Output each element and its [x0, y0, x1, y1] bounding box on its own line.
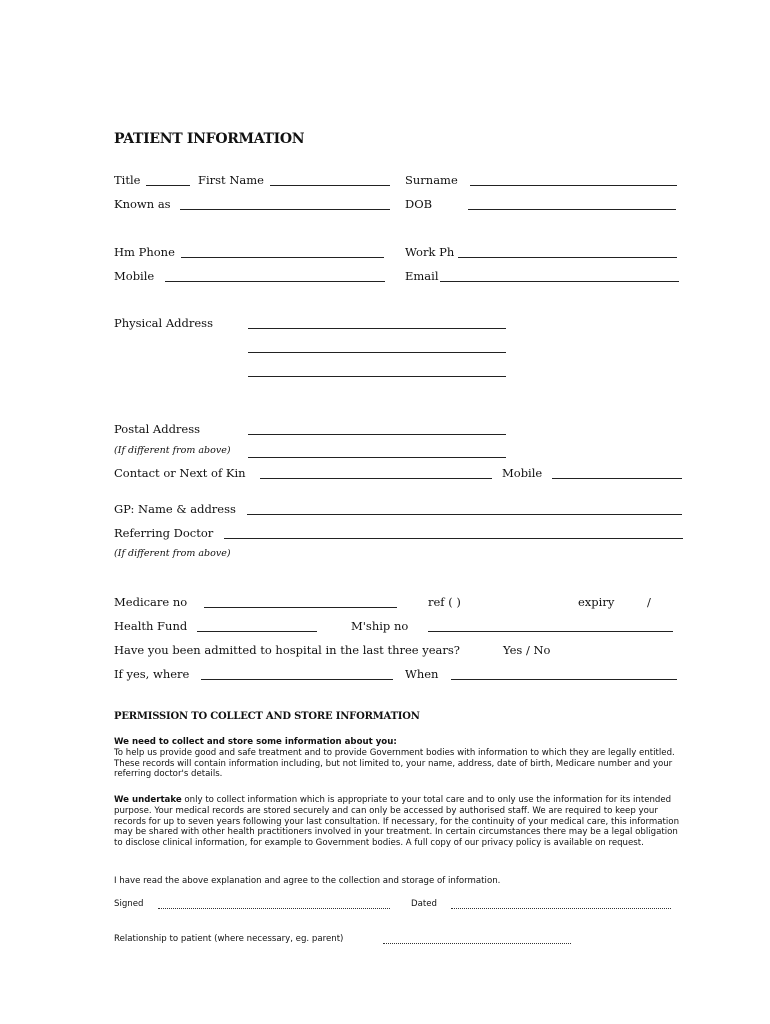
postal-address-note: (If different from above): [114, 445, 231, 456]
medicare-field[interactable]: [204, 607, 397, 608]
permission-p2-body: only to collect information which is appropriate to your total care and to only use the information for its intended purpose. Your medical records are stored securely and can only be accessed by authorised staff. We are required to keep your records for up to seven years following your last consultation. If necessary, for the continuity of your medical care, this information may be shared with other health practitioners involved in your treatment. In certain circumstances there may be a legal obligation to disclose clinical information, for example to Government bodies. A full copy of our privacy policy is available on request.: [114, 795, 680, 849]
mobile-field[interactable]: [165, 281, 385, 282]
if-yes-where-field[interactable]: [201, 679, 393, 680]
first-name-field[interactable]: [270, 185, 390, 186]
dated-field[interactable]: [451, 908, 671, 909]
title-field[interactable]: [146, 185, 190, 186]
medicare-expiry-slash: /: [647, 595, 651, 609]
yes-no-option[interactable]: Yes / No: [503, 643, 551, 657]
permission-heading: PERMISSION TO COLLECT AND STORE INFORMATION: [114, 711, 420, 722]
relationship-field[interactable]: [383, 943, 571, 944]
mship-field[interactable]: [428, 631, 673, 632]
signed-field[interactable]: [158, 908, 390, 909]
permission-p1-body: To help us provide good and safe treatment and to provide Government bodies with information to which they are legally entitled. These records will contain information including, but not limited to, your name, address, date of birth, Medicare number and your referring doctor's details.: [114, 747, 675, 780]
title-label: Title: [114, 173, 141, 187]
when-label: When: [405, 667, 439, 681]
medicare-label: Medicare no: [114, 595, 188, 609]
postal-address-line-2[interactable]: [248, 457, 506, 458]
known-as-label: Known as: [114, 197, 171, 211]
relationship-label: Relationship to patient (where necessary, eg. parent): [114, 934, 344, 944]
surname-field[interactable]: [470, 185, 677, 186]
medicare-ref-label: ref ( ): [428, 595, 461, 609]
postal-address-label: Postal Address: [114, 422, 201, 436]
referring-doctor-note: (If different from above): [114, 548, 231, 559]
contact-mobile-field[interactable]: [552, 478, 682, 479]
if-yes-where-label: If yes, where: [114, 667, 190, 681]
surname-label: Surname: [405, 173, 458, 187]
permission-paragraph-2: [114, 795, 686, 849]
first-name-label: First Name: [198, 173, 264, 187]
physical-address-label: Physical Address: [114, 316, 213, 330]
permission-p1-lead: We need to collect and store some information about you:: [114, 737, 397, 747]
contact-field[interactable]: [260, 478, 492, 479]
mobile-label: Mobile: [114, 269, 155, 283]
hm-phone-field[interactable]: [181, 257, 384, 258]
hm-phone-label: Hm Phone: [114, 245, 175, 259]
referring-doctor-label: Referring Doctor: [114, 526, 214, 540]
dated-label: Dated: [411, 899, 437, 909]
when-field[interactable]: [451, 679, 677, 680]
known-as-field[interactable]: [180, 209, 390, 210]
dob-label: DOB: [405, 197, 433, 211]
physical-address-line-1[interactable]: [248, 328, 506, 329]
gp-field[interactable]: [247, 514, 682, 515]
permission-p2-lead: We undertake: [114, 795, 182, 805]
health-fund-field[interactable]: [197, 631, 317, 632]
gp-label: GP: Name & address: [114, 502, 236, 516]
referring-doctor-field[interactable]: [224, 538, 683, 539]
agreement-statement: I have read the above explanation and agree to the collection and storage of information.: [114, 876, 501, 886]
health-fund-label: Health Fund: [114, 619, 188, 633]
admitted-question: Have you been admitted to hospital in the last three years?: [114, 643, 460, 657]
contact-mobile-label: Mobile: [502, 466, 543, 480]
signed-label: Signed: [114, 899, 144, 909]
dob-field[interactable]: [468, 209, 676, 210]
permission-paragraph-1: [114, 737, 686, 780]
contact-label: Contact or Next of Kin: [114, 466, 246, 480]
physical-address-line-3[interactable]: [248, 376, 506, 377]
email-field[interactable]: [440, 281, 679, 282]
email-label: Email: [405, 269, 439, 283]
mship-label: M'ship no: [351, 619, 409, 633]
physical-address-line-2[interactable]: [248, 352, 506, 353]
medicare-expiry-label: expiry: [578, 595, 615, 609]
work-ph-field[interactable]: [458, 257, 677, 258]
postal-address-line-1[interactable]: [248, 434, 506, 435]
form-title: PATIENT INFORMATION: [114, 131, 305, 147]
work-ph-label: Work Ph: [405, 245, 455, 259]
